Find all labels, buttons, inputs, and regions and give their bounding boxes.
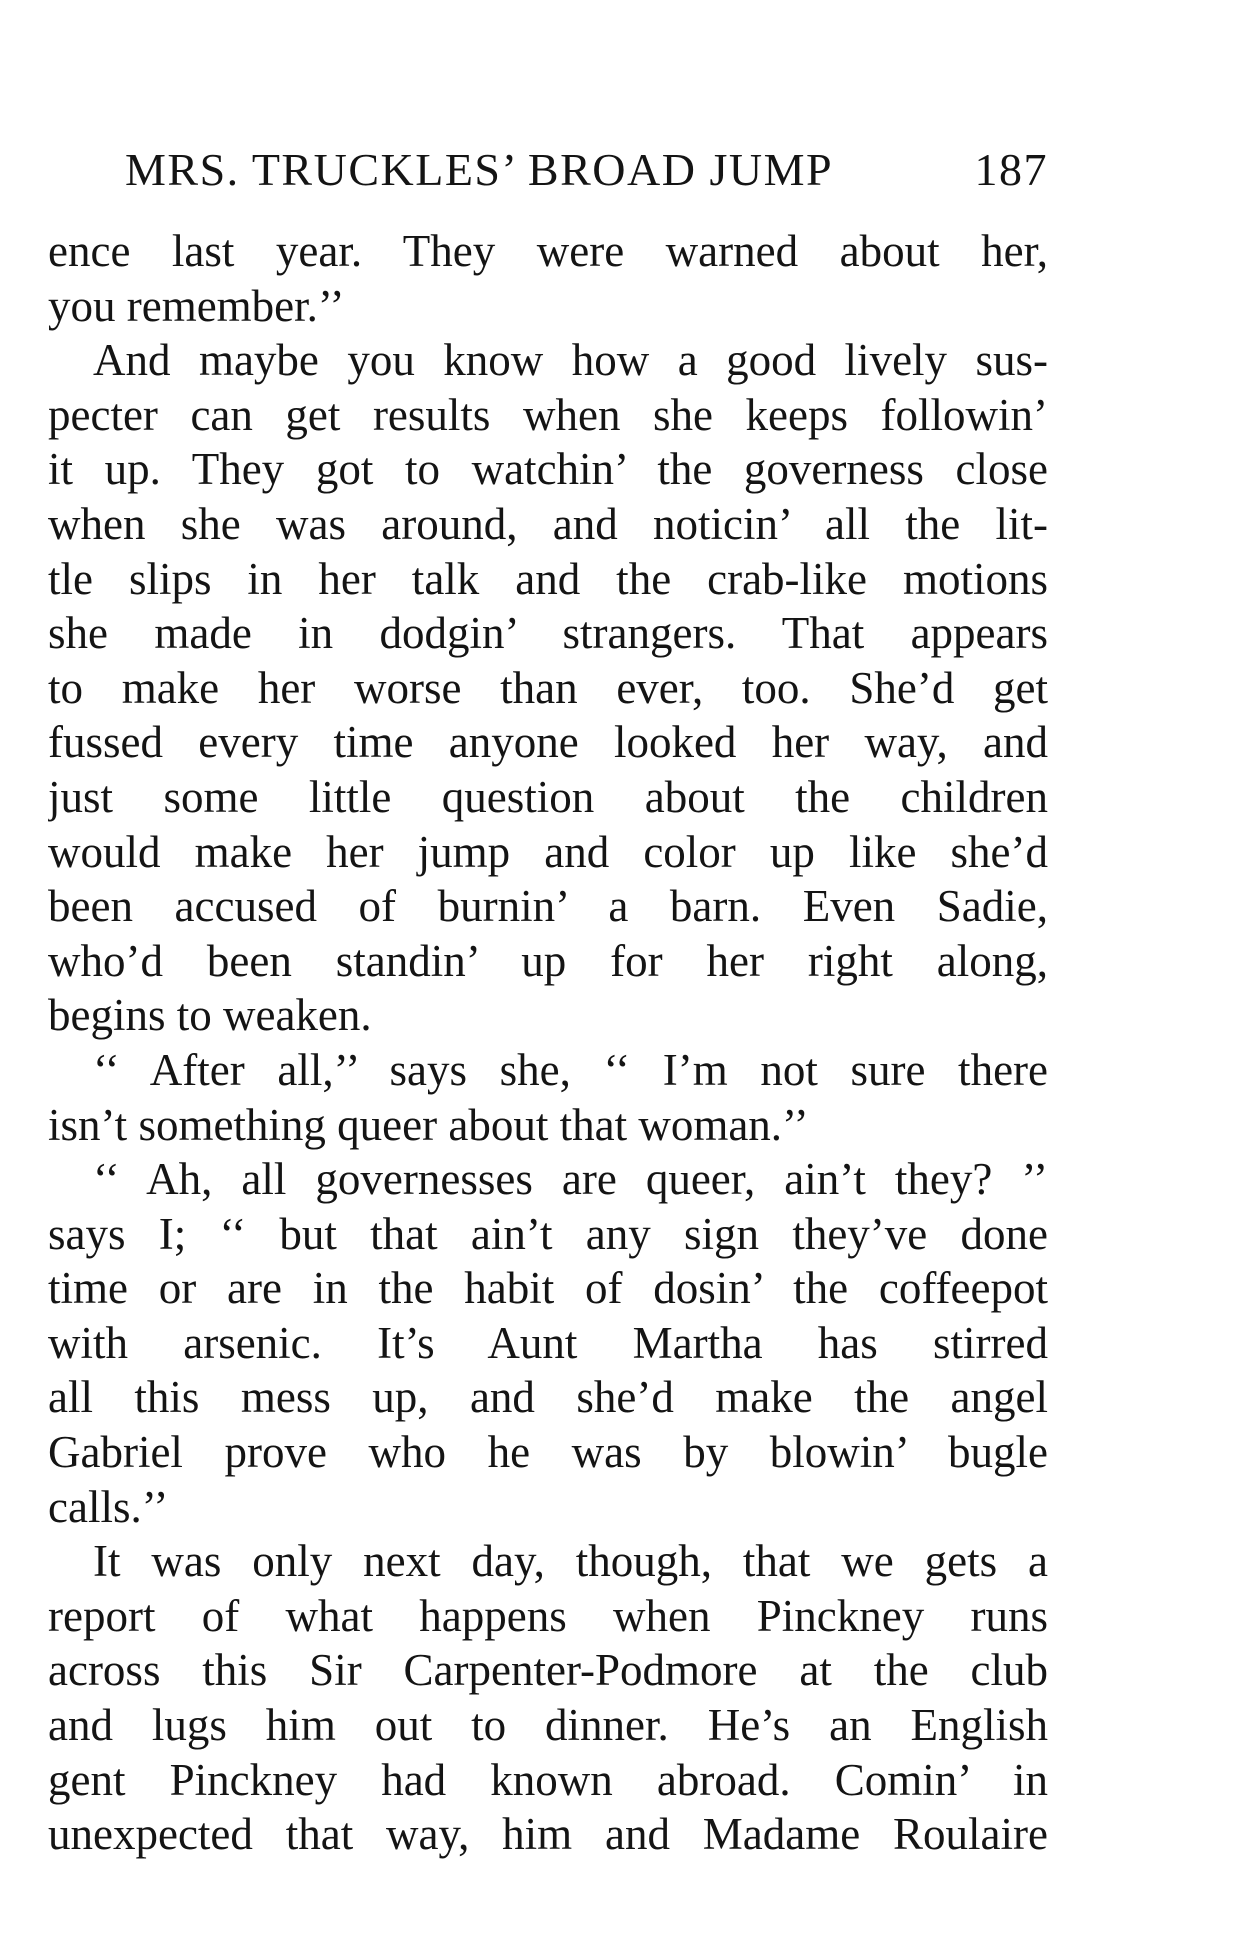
text-line: unexpected that way, him and Madame Roulaire [48, 1809, 1048, 1860]
chapter-title: MRS. TRUCKLES’ BROAD JUMP [125, 144, 834, 195]
text-line: begins to weaken. [48, 990, 372, 1041]
text-line: fussed every time anyone looked her way, and [48, 717, 1048, 768]
text-line: ence last year. They were warned about her, [48, 226, 1048, 276]
text-line: she made in dodgin’ strangers. That appears [48, 608, 1048, 659]
text-line: when she was around, and noticin’ all the lit- [48, 498, 1048, 549]
text-line: and lugs him out to dinner. He’s an English [48, 1700, 1048, 1751]
body-text [48, 224, 1048, 1862]
text-line: Gabriel prove who he was by blowin’ bugle [48, 1427, 1048, 1478]
page-number: 187 [974, 144, 1048, 195]
text-line: report of what happens when Pinckney runs [48, 1590, 1048, 1641]
text-line: ‘‘ After all,’’ says she, ‘‘ I’m not sure there [93, 1044, 1048, 1095]
text-line: says I; ‘‘ but that ain’t any sign they’ve done [48, 1208, 1048, 1259]
text-line: isn’t something queer about that woman.’’ [48, 1099, 809, 1150]
text-line: pecter can get results when she keeps followin’ [48, 389, 1048, 440]
text-line: you remember.’’ [48, 280, 345, 331]
text-line: ‘‘ Ah, all governesses are queer, ain’t they? ’’ [93, 1154, 1048, 1205]
text-line: gent Pinckney had known abroad. Comin’ in [48, 1754, 1048, 1805]
text-line: it up. They got to watchin’ the governess close [48, 444, 1048, 495]
text-line: time or are in the habit of dosin’ the coffeepot [48, 1263, 1048, 1314]
text-line: to make her worse than ever, too. She’d get [48, 662, 1048, 713]
text-line: just some little question about the children [48, 771, 1048, 822]
text-line: all this mess up, and she’d make the angel [48, 1372, 1048, 1423]
text-line: tle slips in her talk and the crab-like motions [48, 553, 1048, 604]
text-line: across this Sir Carpenter-Podmore at the club [48, 1645, 1048, 1696]
text-line: would make her jump and color up like she’d [48, 826, 1048, 877]
running-head [125, 140, 1048, 200]
text-line: And maybe you know how a good lively sus- [93, 335, 1048, 386]
text-line: calls.’’ [48, 1481, 169, 1532]
text-line: who’d been standin’ up for her right along, [48, 935, 1048, 986]
text-line: been accused of burnin’ a barn. Even Sadie, [48, 881, 1048, 932]
text-line: It was only next day, though, that we gets a [93, 1536, 1048, 1587]
text-line: with arsenic. It’s Aunt Martha has stirred [48, 1317, 1048, 1368]
